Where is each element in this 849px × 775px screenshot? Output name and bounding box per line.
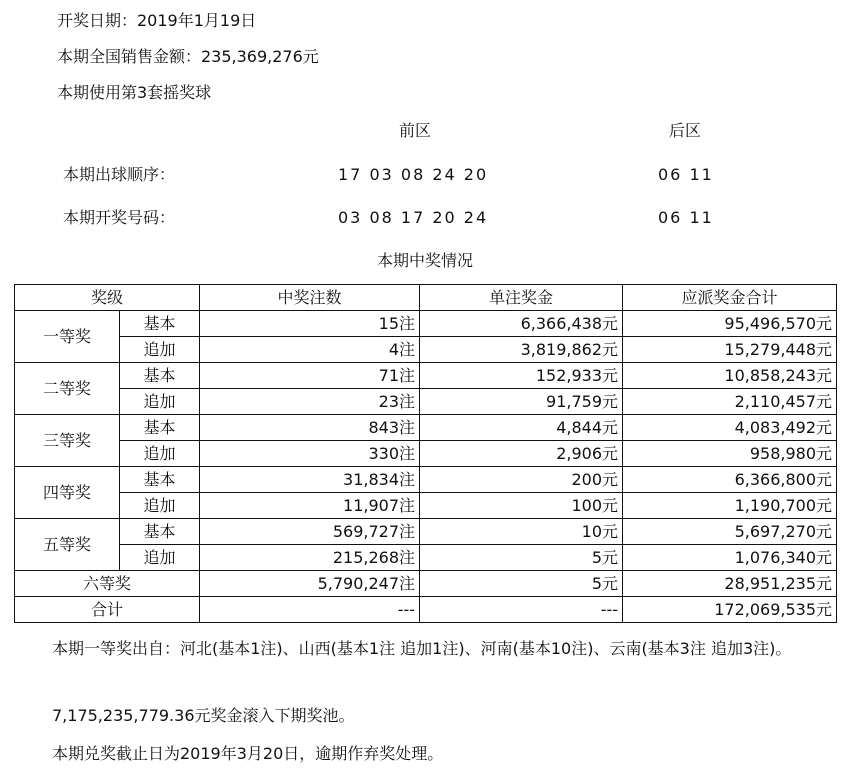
total-prize: 95,496,570元 — [623, 311, 837, 337]
total-prize: 1,076,340元 — [623, 545, 837, 571]
unit-prize: 200元 — [420, 467, 623, 493]
tier-name: 一等奖 — [15, 311, 120, 363]
total-prize: 2,110,457元 — [623, 389, 837, 415]
back-zone-label: 后区 — [668, 121, 701, 140]
tier-name: 六等奖 — [15, 571, 200, 597]
draw-order-label: 本期出球顺序： — [63, 165, 176, 184]
table-row — [15, 415, 837, 441]
draw-date: 开奖日期：2019年1月19日 — [57, 11, 257, 30]
bet-type: 追加 — [120, 545, 200, 571]
sales-amount: 本期全国销售金额：235,369,276元 — [57, 47, 319, 66]
win-count: 569,727注 — [200, 519, 420, 545]
table-header-row — [15, 285, 837, 311]
win-count: 15注 — [200, 311, 420, 337]
win-count: 5,790,247注 — [200, 571, 420, 597]
ball-set: 本期使用第3套摇奖球 — [57, 83, 212, 102]
first-prize-origin: 本期一等奖出自：河北(基本1注)、山西(基本1注 追加1注)、河南(基本10注)、云南(基本3注 追加3注)。 — [52, 639, 792, 658]
sum-label: 合计 — [15, 597, 200, 623]
win-count: 330注 — [200, 441, 420, 467]
win-count: 71注 — [200, 363, 420, 389]
sum-prize: --- — [420, 597, 623, 623]
total-prize: 5,697,270元 — [623, 519, 837, 545]
sum-count: --- — [200, 597, 420, 623]
win-count: 215,268注 — [200, 545, 420, 571]
claim-deadline: 本期兑奖截止日为2019年3月20日，逾期作弃奖处理。 — [52, 744, 444, 763]
header-prize: 单注奖金 — [420, 285, 623, 311]
sum-total: 172,069,535元 — [623, 597, 837, 623]
tier-name: 二等奖 — [15, 363, 120, 415]
total-prize: 1,190,700元 — [623, 493, 837, 519]
prize-table — [14, 284, 837, 623]
total-prize: 6,366,800元 — [623, 467, 837, 493]
total-prize: 10,858,243元 — [623, 363, 837, 389]
unit-prize: 152,933元 — [420, 363, 623, 389]
table-row — [15, 493, 837, 519]
unit-prize: 10元 — [420, 519, 623, 545]
table-row — [15, 389, 837, 415]
bet-type: 追加 — [120, 337, 200, 363]
header-count: 中奖注数 — [200, 285, 420, 311]
total-prize: 15,279,448元 — [623, 337, 837, 363]
table-total-row — [15, 597, 837, 623]
jackpot-pool: 7,175,235,779.36元奖金滚入下期奖池。 — [52, 706, 355, 725]
header-tier: 奖级 — [15, 285, 200, 311]
table-row — [15, 363, 837, 389]
unit-prize: 5元 — [420, 545, 623, 571]
table-row — [15, 519, 837, 545]
table-row — [15, 337, 837, 363]
total-prize: 28,951,235元 — [623, 571, 837, 597]
tier-name: 四等奖 — [15, 467, 120, 519]
header-total: 应派奖金合计 — [623, 285, 837, 311]
bet-type: 追加 — [120, 389, 200, 415]
bet-type: 追加 — [120, 493, 200, 519]
table-row — [15, 311, 837, 337]
bet-type: 基本 — [120, 311, 200, 337]
table-row — [15, 467, 837, 493]
bet-type: 基本 — [120, 519, 200, 545]
winning-numbers-front: 03 08 17 20 24 — [338, 208, 489, 227]
unit-prize: 100元 — [420, 493, 623, 519]
total-prize: 4,083,492元 — [623, 415, 837, 441]
total-prize: 958,980元 — [623, 441, 837, 467]
tier-name: 三等奖 — [15, 415, 120, 467]
bet-type: 追加 — [120, 441, 200, 467]
unit-prize: 2,906元 — [420, 441, 623, 467]
table-row — [15, 571, 837, 597]
unit-prize: 6,366,438元 — [420, 311, 623, 337]
unit-prize: 3,819,862元 — [420, 337, 623, 363]
bet-type: 基本 — [120, 415, 200, 441]
bet-type: 基本 — [120, 467, 200, 493]
winning-numbers-back: 06 11 — [658, 208, 714, 227]
win-count: 4注 — [200, 337, 420, 363]
unit-prize: 5元 — [420, 571, 623, 597]
draw-order-front: 17 03 08 24 20 — [338, 165, 489, 184]
unit-prize: 91,759元 — [420, 389, 623, 415]
win-count: 31,834注 — [200, 467, 420, 493]
tier-name: 五等奖 — [15, 519, 120, 571]
front-zone-label: 前区 — [398, 121, 431, 140]
unit-prize: 4,844元 — [420, 415, 623, 441]
draw-order-back: 06 11 — [658, 165, 714, 184]
prize-table-title: 本期中奖情况 — [376, 251, 473, 270]
table-row — [15, 441, 837, 467]
win-count: 23注 — [200, 389, 420, 415]
bet-type: 基本 — [120, 363, 200, 389]
table-row — [15, 545, 837, 571]
win-count: 843注 — [200, 415, 420, 441]
win-count: 11,907注 — [200, 493, 420, 519]
winning-numbers-label: 本期开奖号码： — [63, 208, 176, 227]
